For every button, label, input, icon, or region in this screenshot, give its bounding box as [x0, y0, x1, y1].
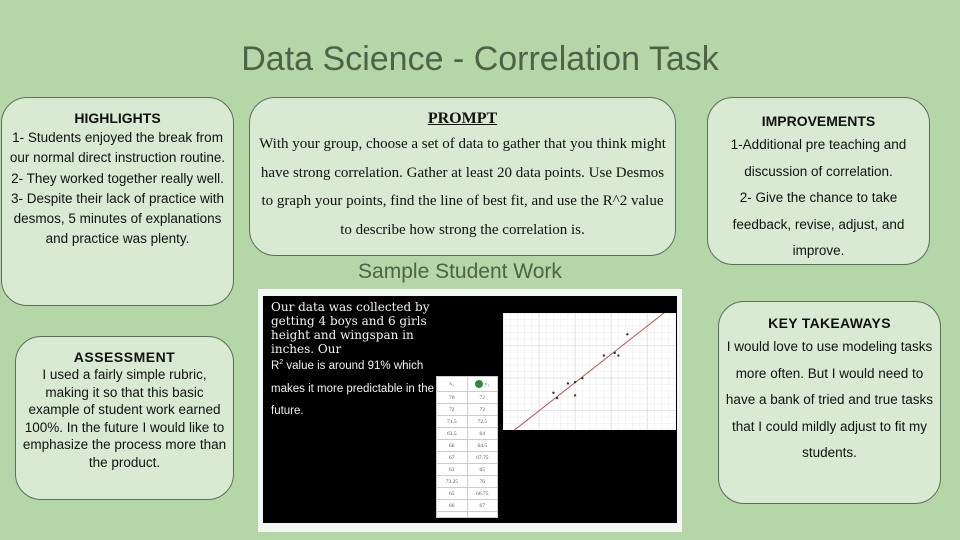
series-color-icon: [475, 380, 483, 388]
student-description: [271, 300, 451, 422]
improvements-item-1: 1-Additional pre teaching and discussion of correlation.: [730, 137, 907, 179]
table-row: 72 72: [437, 404, 498, 416]
sample-work-title: Sample Student Work: [358, 260, 562, 283]
prompt-card: [249, 97, 676, 256]
highlights-item-3: 3- Despite their lack of practice with desmos, 5 minutes of explanations and practice was plenty.: [10, 190, 225, 247]
table-row: 66 67: [437, 500, 498, 512]
key-takeaways-text: I would love to use modeling tasks more often. But I would need to have a bank of tried and true tasks that I could mildly adjust to fit my students.: [725, 339, 934, 460]
key-takeaways-card: [718, 301, 941, 504]
table-row: 73.25 76: [437, 476, 498, 488]
prompt-text: With your group, choose a set of data to gather that you think might have strong correlation. Gather at least 20 data points. Use Desmos to graph your points, find the line of best fit, and use the R^2 value to describe how strong the correlation is.: [259, 136, 666, 238]
student-description-serif: Our data was collected by getting 4 boys and 6 girls height and wingspan in inches. Our: [271, 300, 430, 356]
assessment-heading: ASSESSMENT: [73, 349, 176, 365]
table-row: 71.5 72.5: [437, 416, 498, 428]
key-takeaways-heading: KEY TAKEAWAYS: [768, 315, 891, 331]
table-row: 65 66.75: [437, 488, 498, 500]
table-row: 66 64.5: [437, 440, 498, 452]
slide-title: Data Science - Correlation Task: [241, 40, 719, 78]
assessment-card: [15, 336, 234, 500]
data-table: [436, 376, 498, 518]
sample-work-screenshot: [263, 296, 677, 523]
table-row: 70 72: [437, 392, 498, 404]
highlights-item-1: 1- Students enjoyed the break from our normal direct instruction routine.: [9, 130, 226, 166]
table-row: 63 65: [437, 464, 498, 476]
improvements-heading: IMPROVEMENTS: [761, 113, 876, 129]
student-description-rest: makes it more predictable in the future.: [271, 382, 434, 417]
highlights-item-2: 2- They worked together really well.: [11, 170, 224, 186]
highlights-card: [1, 97, 234, 306]
highlights-heading: HIGHLIGHTS: [74, 110, 161, 126]
scatter-plot: [503, 313, 676, 430]
sample-work-image: [258, 289, 682, 532]
table-header-x: x₁: [437, 377, 468, 392]
table-row-empty: [437, 512, 498, 518]
scatter-plot-svg: [503, 313, 676, 430]
table-row: 67 67.75: [437, 452, 498, 464]
student-r2-line: $R^2$ value is around 91% which: [271, 359, 424, 372]
improvements-item-2: 2- Give the chance to take feedback, revise, adjust, and improve.: [732, 190, 905, 258]
prompt-heading: PROMPT: [427, 110, 498, 127]
table-row: 63.5 64: [437, 428, 498, 440]
improvements-card: [707, 97, 930, 265]
table-header-y: y₁: [467, 377, 498, 392]
assessment-text: I used a fairly simple rubric, making it so that this basic example of student work earned 100%. In the future I would like to emphasize the process more than the product.: [22, 367, 227, 470]
